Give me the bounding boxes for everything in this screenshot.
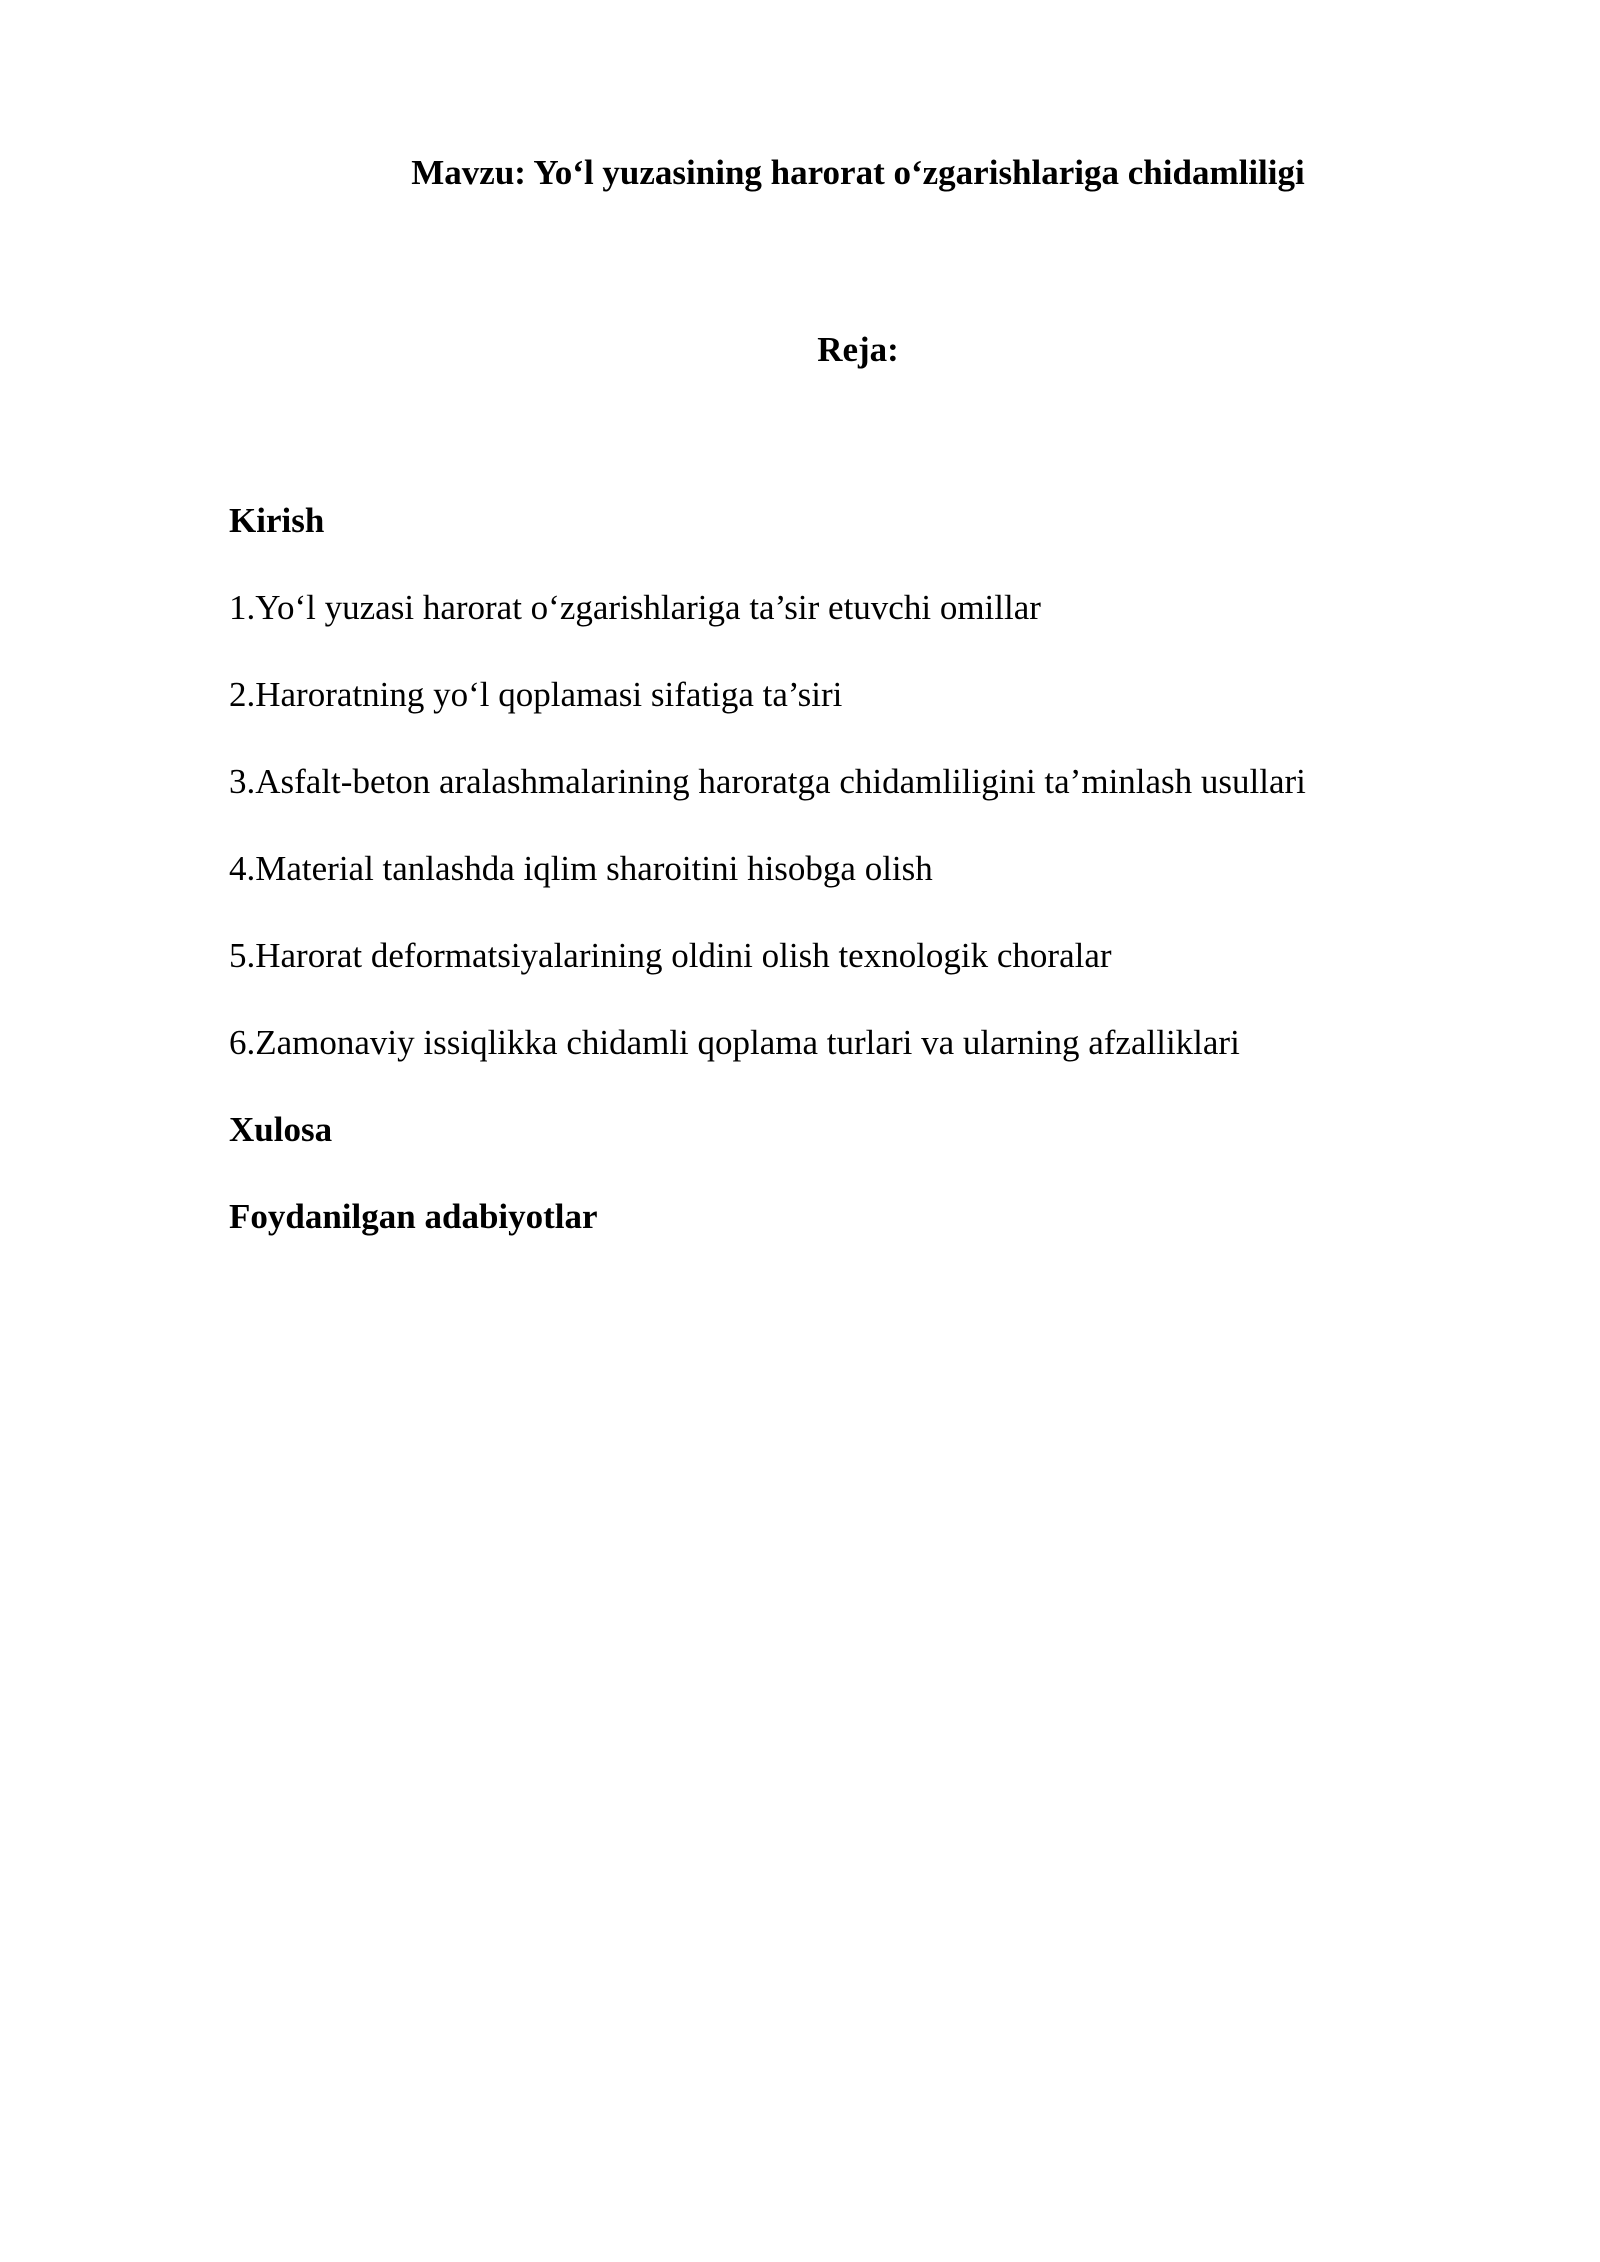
conclusion-heading: Xulosa [229,1110,333,1149]
intro-heading: Kirish [229,501,325,540]
plan-list [229,496,1449,1279]
plan-item-5: 5.Harorat deformatsiyalarining oldini olish texnologik choralar [229,936,1112,975]
references-heading: Foydanilgan adabiyotlar [229,1197,598,1236]
plan-heading: Reja: [817,330,899,369]
plan-item-4: 4.Material tanlashda iqlim sharoitini hisobga olish [229,849,933,888]
plan-item-3: 3.Asfalt-beton aralashmalarining haroratga chidamliligini ta’minlash usullari [229,762,1306,801]
plan-item-1: 1.Yo‘l yuzasi harorat o‘zgarishlariga ta’sir etuvchi omillar [229,588,1041,627]
plan-item-2: 2.Haroratning yo‘l qoplamasi sifatiga ta’siri [229,675,843,714]
document-title: Mavzu: Yo‘l yuzasining harorat o‘zgarishlariga chidamliligi [411,153,1305,192]
plan-item-6: 6.Zamonaviy issiqlikka chidamli qoplama turlari va ularning afzalliklari [229,1023,1240,1062]
